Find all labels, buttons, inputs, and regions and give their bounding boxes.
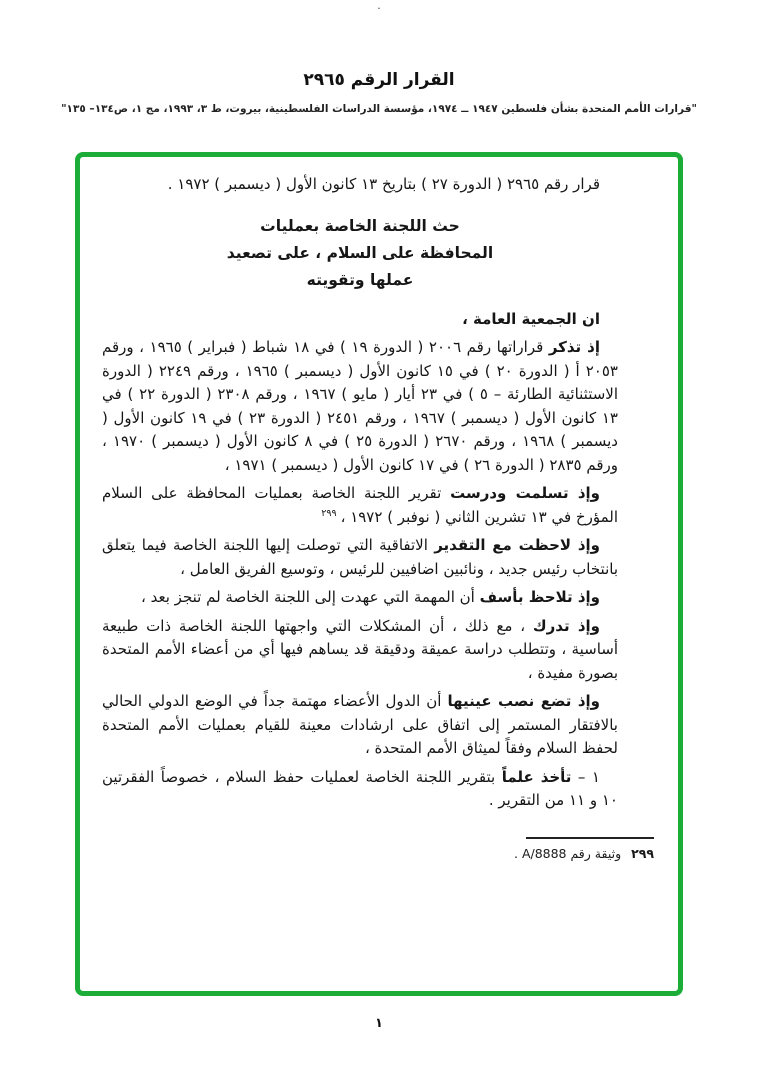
footnote-reference: ٢٩٩ bbox=[321, 507, 337, 519]
resolution-paragraph: وإذ تضع نصب عينيها أن الدول الأعضاء مهتمة جداً في الوضع الدولي الحالي بالافتقار المستمر إلى اتفاق على ارشادات معينة للقيام بعمليات الأمم المتحدة لحفظ السلام وفقاً لميثاق الأمم المتحدة ، bbox=[102, 692, 618, 757]
resolution-paragraph: إذ تذكر قراراتها رقم ٢٠٠٦ ( الدورة ١٩ ) في ١٨ شباط ( فبراير ) ١٩٦٥ ، ورقم ٢٠٥٣ أ ( الدورة ٢٠ ) في ١٥ كانون الأول ( ديسمبر ) ١٩٦٥ ، ورقم ٢٢٤٩ ( الدورة الاستثنائية الطارئة – ٥ ) في ٢٣ أيار ( مايو ) ١٩٦٧ ، ورقم ٢٣٠٨ ( الدورة ٢٢ ) في ١٣ كانون الأول ( ديسمبر ) ١٩٦٧ ، ورقم ٢٤٥١ ( الدورة ٢٣ ) في ١٩ كانون الأول ( ديسمبر ) ١٩٦٨ ، ورقم ٢٦٧٠ ( الدورة ٢٥ ) في ٨ كانون الأول ( ديسمبر ) ١٩٧٠ ، ورقم ٢٨٣٥ ( الدورة ٢٦ ) في ١٧ كانون الأول ( ديسمبر ) ١٩٧١ ، bbox=[102, 338, 619, 474]
footnote bbox=[80, 846, 654, 861]
resolution-paragraph: ان الجمعية العامة ، bbox=[462, 309, 600, 328]
resolution-body bbox=[80, 157, 678, 813]
heading-line: المحافظة على السلام ، على تصعيد bbox=[226, 243, 494, 262]
resolution-paragraph: ١ – تأخذ علماً بتقرير اللجنة الخاصة لعمليات حفظ السلام ، خصوصاً الفقرتين ١٠ و ١١ من التقرير . bbox=[102, 767, 618, 809]
footnote-area bbox=[80, 837, 678, 861]
heading-line: حث اللجنة الخاصة بعمليات bbox=[260, 216, 460, 235]
source-citation: "قرارات الأمم المتحدة بشأن فلسطين ١٩٤٧ ــ ١٩٧٤، مؤسسة الدراسات الفلسطينية، بيروت، ط ٣، ١٩٩٣، مج ١، ص١٣٤– ١٣٥" bbox=[61, 103, 697, 115]
top-center-mark: · bbox=[377, 2, 381, 15]
footnote-text: وثيقة رقم A/8888 . bbox=[513, 845, 622, 861]
resolution-intro: قرار رقم ٢٩٦٥ ( الدورة ٢٧ ) بتاريخ ١٣ كانون الأول ( ديسمبر ) ١٩٧٢ . bbox=[167, 175, 600, 193]
resolution-heading bbox=[102, 213, 618, 294]
paragraphs bbox=[102, 308, 618, 813]
resolution-paragraph: وإذ لاحظت مع التقدير الاتفاقية التي توصلت إليها اللجنة الخاصة فيما يتعلق بانتخاب رئيس جديد ، ونائبين اضافيين للرئيس ، وتوسيع الفريق العامل ، bbox=[102, 536, 618, 578]
footnote-number: ٢٩٩ bbox=[631, 845, 654, 861]
footnote-separator bbox=[526, 837, 654, 839]
resolution-paragraph: وإذ تسلمت ودرست تقرير اللجنة الخاصة بعمليات المحافظة على السلام المؤرخ في ١٣ تشرين الثاني ( نوفبر ) ١٩٧٢ ،$^{٢٩٩}$ bbox=[102, 484, 618, 526]
page-title: القرار الرقم ٢٩٦٥ bbox=[303, 70, 455, 90]
resolution-paragraph: وإذ تلاحظ بأسف أن المهمة التي عهدت إلى اللجنة الخاصة لم تنجز بعد ، bbox=[141, 588, 600, 606]
heading-line: عملها وتقويته bbox=[306, 270, 414, 289]
resolution-paragraph: وإذ تدرك ، مع ذلك ، أن المشكلات التي واجهتها اللجنة الخاصة ذات طبيعة أساسية ، وتتطلب دراسة عميقة ودقيقة قد يساهم فيها أي من أعضاء الأمم المتحدة بصورة مفيدة ، bbox=[102, 616, 618, 682]
page-number: ١ bbox=[375, 1016, 383, 1031]
resolution-frame bbox=[75, 152, 683, 996]
